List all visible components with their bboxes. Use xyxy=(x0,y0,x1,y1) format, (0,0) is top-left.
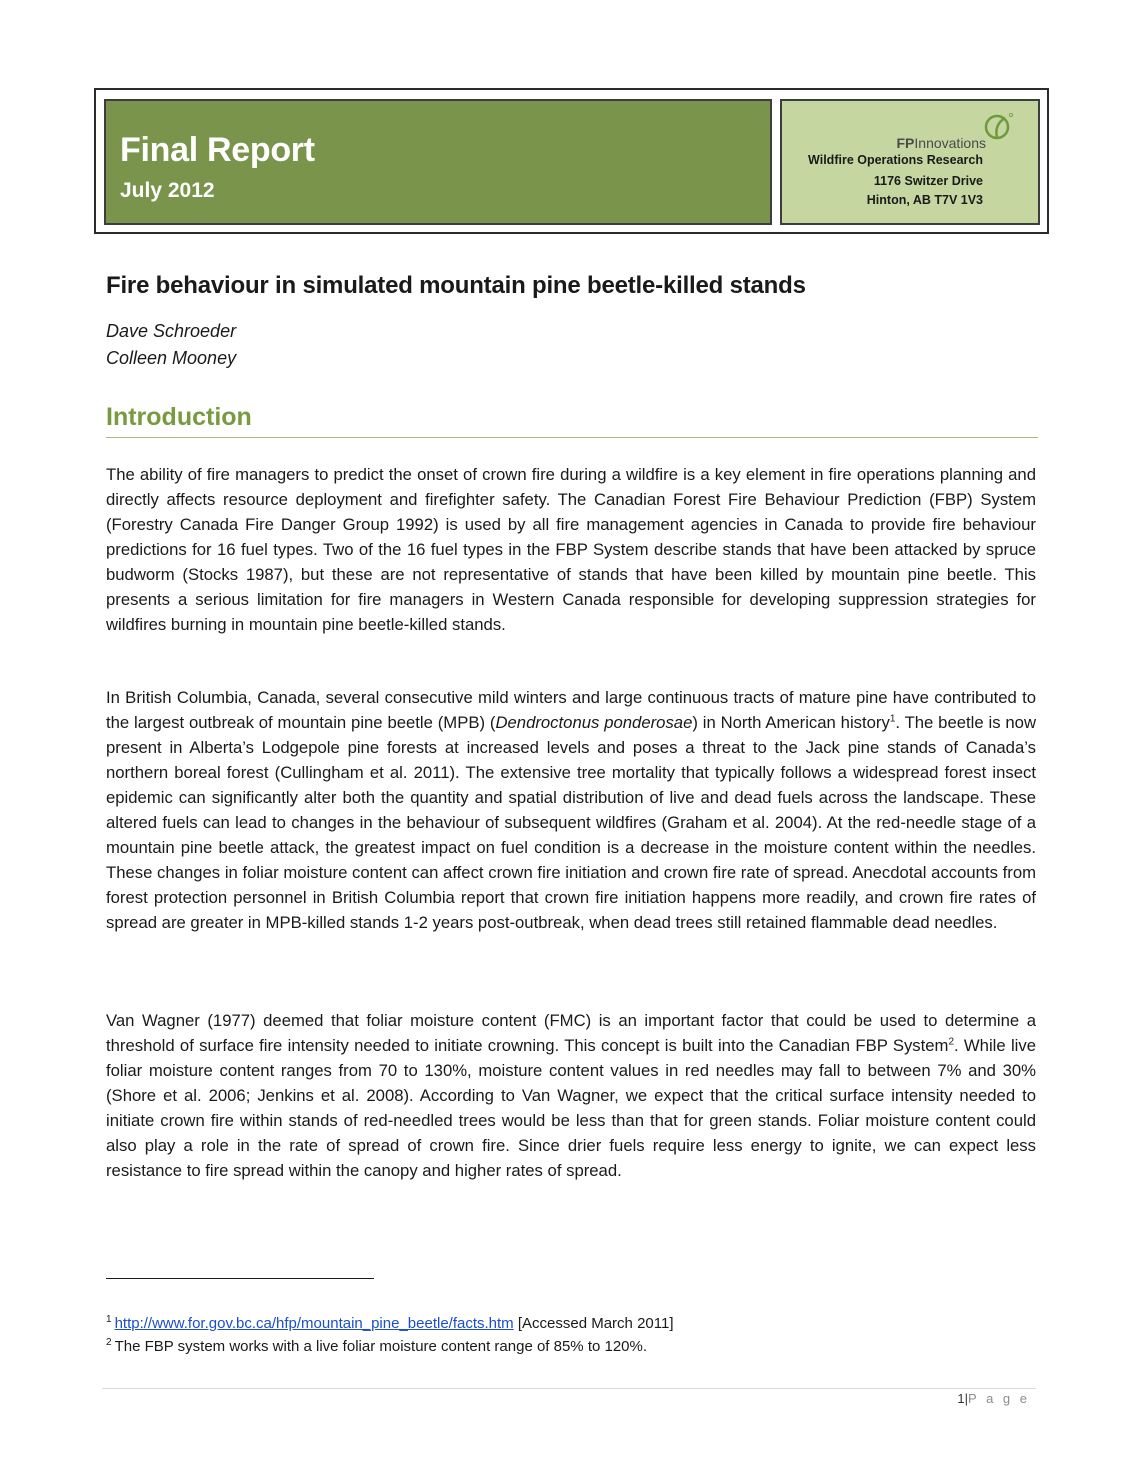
logo-text-bold: FP xyxy=(896,135,915,151)
page-number-separator: | xyxy=(964,1391,969,1406)
document-title: Fire behaviour in simulated mountain pine beetle-killed stands xyxy=(106,272,806,299)
footer-divider xyxy=(102,1388,1036,1389)
address-line-1: Wildfire Operations Research xyxy=(808,153,983,167)
banner-title-panel xyxy=(104,99,772,225)
footnote-2 xyxy=(106,1337,647,1355)
page-label: P a g e xyxy=(968,1391,1030,1406)
footnote-1-link[interactable]: http://www.for.gov.bc.ca/hfp/mountain_pine_beetle/facts.htm xyxy=(114,1315,514,1332)
report-date: July 2012 xyxy=(120,179,215,202)
footnote-2-number: 2 xyxy=(106,1337,112,1348)
paragraph-2-text-c: . The beetle is now present in Alberta’s Lodgepole pine forests at increased levels and poses a threat to the Jack pine stands of Canada’s northern boreal forest (Cullingham et al. 2011). The extensive tree mortality that typically follows a widespread forest insect epidemic can significantly alter both the quantity and spatial distribution of live and dead fuels across the landscape. These altered fuels can lead to changes in the behaviour of subsequent wildfires (Graham et al. 2004). At the red-needle stage of a mountain pine beetle attack, the greatest impact on fuel condition is a decrease in the moisture content within the needles. These changes in foliar moisture content can affect crown fire initiation and crown fire rate of spread. Anecdotal accounts from forest protection personnel in British Columbia report that crown fire initiation happens more readily, and crown fire rates of spread are greater in MPB-killed stands 1-2 years post-outbreak, when dead trees still retained flammable dead needles. xyxy=(106,713,1037,932)
section-heading-introduction: Introduction xyxy=(106,403,252,431)
page-number xyxy=(957,1391,1030,1406)
species-name: Dendroctonus ponderosae xyxy=(495,713,693,732)
paragraph-3-text-b: . While live foliar moisture content ranges from 70 to 130%, moisture content values in red needles may fall to between 7% and 30% (Shore et al. 2006; Jenkins et al. 2008). According to Van Wagner, we expect that the critical surface intensity needed to initiate crown fire within stands of red-needled trees would be less than that for green stands. Foliar moisture content could also play a role in the rate of spread of crown fire. Since drier fuels require less energy to ignite, we can expect less resistance to fire spread within the canopy and higher rates of spread. xyxy=(106,1036,1036,1180)
report-banner xyxy=(94,88,1049,234)
paragraph-2 xyxy=(106,685,1036,935)
paragraph-1: The ability of fire managers to predict the onset of crown fire during a wildfire is a key element in fire operations planning and directly affects resource deployment and firefighter safety. The Canadian Forest Fire Behaviour Prediction (FBP) System (Forestry Canada Fire Danger Group 1992) is used by all fire management agencies in Canada to provide fire behaviour predictions for 16 fuel types. Two of the 16 fuel types in the FBP System describe stands that have been attacked by spruce budworm (Stocks 1987), but these are not representative of stands that have been killed by mountain pine beetle. This presents a serious limitation for fire managers in Western Canada responsible for developing suppression strategies for wildfires burning in mountain pine beetle-killed stands. xyxy=(106,465,1036,634)
author-2: Colleen Mooney xyxy=(106,348,237,368)
address-line-2: 1176 Switzer Drive xyxy=(873,174,983,188)
paragraph-3-text-a: Van Wagner (1977) deemed that foliar moisture content (FMC) is an important factor that could be used to determine a threshold of surface fire intensity needed to initiate crowning. This concept is built into the Canadian FBP System xyxy=(106,1011,1036,1055)
paragraph-2-text-a: In British Columbia, Canada, several consecutive mild winters and large continuous tracts of mature pine have contributed to the largest outbreak of mountain pine beetle (MPB) ( xyxy=(106,688,1036,732)
banner-organization-panel xyxy=(780,99,1040,225)
footnote-1-accessed: [Accessed March 2011] xyxy=(513,1315,674,1332)
page-number-value: 1 xyxy=(957,1391,965,1406)
footnote-separator xyxy=(106,1278,374,1279)
footnote-2-text: The FBP system works with a live foliar moisture content range of 85% to 120%. xyxy=(114,1338,648,1355)
report-type-title: Final Report xyxy=(120,131,315,169)
footnote-ref-1[interactable]: 1 xyxy=(889,713,896,725)
footnote-1-number: 1 xyxy=(106,1314,112,1325)
organization-logo-text xyxy=(897,135,987,151)
footnote-1 xyxy=(106,1314,674,1332)
fpinnovations-leaf-icon xyxy=(984,111,1014,141)
paragraph-3 xyxy=(106,1008,1036,1183)
address-line-3: Hinton, AB T7V 1V3 xyxy=(866,193,983,207)
author-1: Dave Schroeder xyxy=(106,321,237,341)
paragraph-2-text-b: ) in North American history xyxy=(692,713,890,732)
logo-text-rest: Innovations xyxy=(914,135,986,151)
section-divider xyxy=(106,437,1038,438)
footnote-ref-2[interactable]: 2 xyxy=(948,1036,955,1048)
